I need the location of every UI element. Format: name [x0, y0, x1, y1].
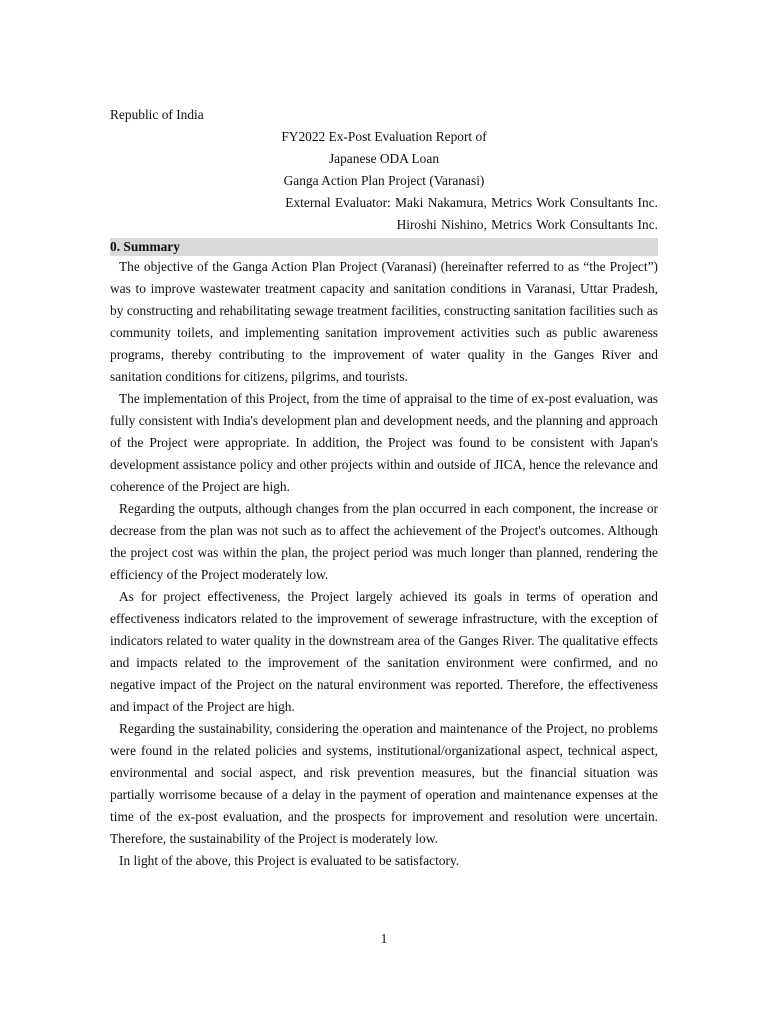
summary-paragraph-objective: The objective of the Ganga Action Plan Project (Varanasi) (hereinafter referred to as “the Project”) was to improve wastewater treatment capacity and sanitation conditions in Varanasi, Uttar Pradesh, by constructing and rehabilitating sewage treatment facilities, constructing sanitation facilities such as community toilets, and implementing sanitation improvement activities such as public awareness programs, thereby contributing to the improvement of water quality in the Ganges River and sanitation conditions for citizens, pilgrims, and tourists.	[110, 259, 658, 384]
summary-paragraph-efficiency: Regarding the outputs, although changes from the plan occurred in each component, the increase or decrease from the plan was not such as to affect the achievement of the Project's outcomes. Although the project cost was within the plan, the project period was much longer than planned, rendering the efficiency of the Project moderately low.	[110, 501, 658, 582]
summary-paragraph-sustainability: Regarding the sustainability, considering the operation and maintenance of the Project, no problems were found in the related policies and systems, institutional/organizational aspect, technical aspect, environmental and social aspect, and risk prevention measures, but the financial situation was partially worrisome because of a delay in the payment of operation and maintenance expenses at the time of the ex-post evaluation, and the prospects for improvement and resolution were uncertain. Therefore, the sustainability of the Project is moderately low.	[110, 721, 658, 846]
summary-heading: 0. Summary	[110, 238, 658, 256]
external-evaluator-line-1: External Evaluator: Maki Nakamura, Metrics Work Consultants Inc.	[285, 195, 658, 210]
summary-paragraph-conclusion: In light of the above, this Project is evaluated to be satisfactory.	[119, 853, 460, 868]
report-title-line-3: Ganga Action Plan Project (Varanasi)	[283, 173, 485, 188]
external-evaluator-line-2: Hiroshi Nishino, Metrics Work Consultants Inc.	[396, 217, 658, 232]
page-number: 1	[380, 931, 388, 946]
summary-paragraph-relevance: The implementation of this Project, from the time of appraisal to the time of ex-post evaluation, was fully consistent with India's development plan and development needs, and the planning and approach of the Project were appropriate. In addition, the Project was found to be consistent with Japan's development assistance policy and other projects within and outside of JICA, hence the relevance and coherence of the Project are high.	[110, 391, 658, 494]
country-name: Republic of India	[110, 107, 204, 122]
summary-paragraph-effectiveness: As for project effectiveness, the Project largely achieved its goals in terms of operation and effectiveness indicators related to the improvement of sewerage infrastructure, with the exception of indicators related to water quality in the downstream area of the Ganges River. The qualitative effects and impacts related to the improvement of the sanitation environment were confirmed, and no negative impact of the Project on the natural environment was reported. Therefore, the effectiveness and impact of the Project are high.	[110, 589, 658, 714]
report-title-line-1: FY2022 Ex-Post Evaluation Report of	[281, 129, 487, 144]
report-page	[110, 104, 658, 872]
report-title-line-2: Japanese ODA Loan	[328, 151, 440, 166]
